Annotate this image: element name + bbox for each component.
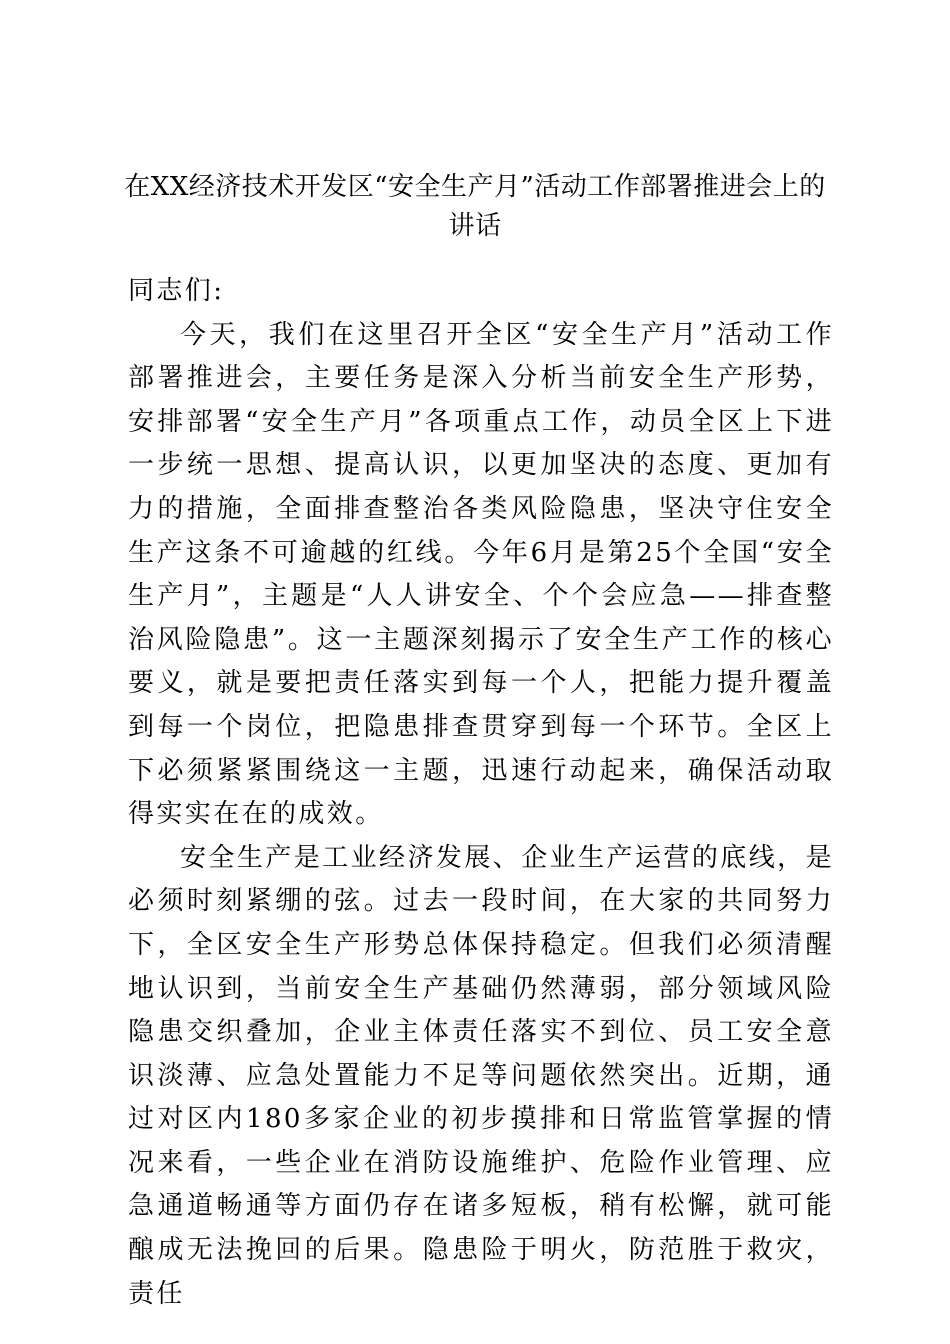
paragraph-2: 安全生产是工业经济发展、企业生产运营的底线，是必须时刻紧绷的弦。过去一段时间，在大家的共同努力下，全区安全生产形势总体保持稳定。但我们必须清醒地认识到，当前安全生产基础仍然薄弱，部分领域风险隐患交织叠加，企业主体责任落实不到位、员工安全意识淡薄、应急处置能力不足等问题依然突出。近期，通过对区内180多家企业的初步摸排和日常监管掌握的情况来看，一些企业在消防设施维护、危险作业管理、应急通道畅通等方面仍存在诸多短板，稍有松懈，就可能酿成无法挽回的后果。隐患险于明火，防范胜于救灾，责任	[128, 842, 834, 1309]
document-title: 在XX经济技术开发区“安全生产月”活动工作部署推进会上的讲话	[124, 172, 826, 241]
document-body	[128, 270, 834, 1316]
paragraph-1: 今天，我们在这里召开全区“安全生产月”活动工作部署推进会，主要任务是深入分析当前安全生产形势，安排部署“安全生产月”各项重点工作，动员全区上下进一步统一思想、提高认识，以更加坚决的态度、更加有力的措施，全面排查整治各类风险隐患，坚决守住安全生产这条不可逾越的红线。今年6月是第25个全国“安全生产月”，主题是“人人讲安全、个个会应急——排查整治风险隐患”。这一主题深刻揭示了安全生产工作的核心要义，就是要把责任落实到每一个人，把能力提升覆盖到每一个岗位，把隐患排查贯穿到每一个环节。全区上下必须紧紧围绕这一主题，迅速行动起来，确保活动取得实实在在的成效。	[128, 319, 834, 830]
salutation: 同志们:	[128, 276, 225, 306]
